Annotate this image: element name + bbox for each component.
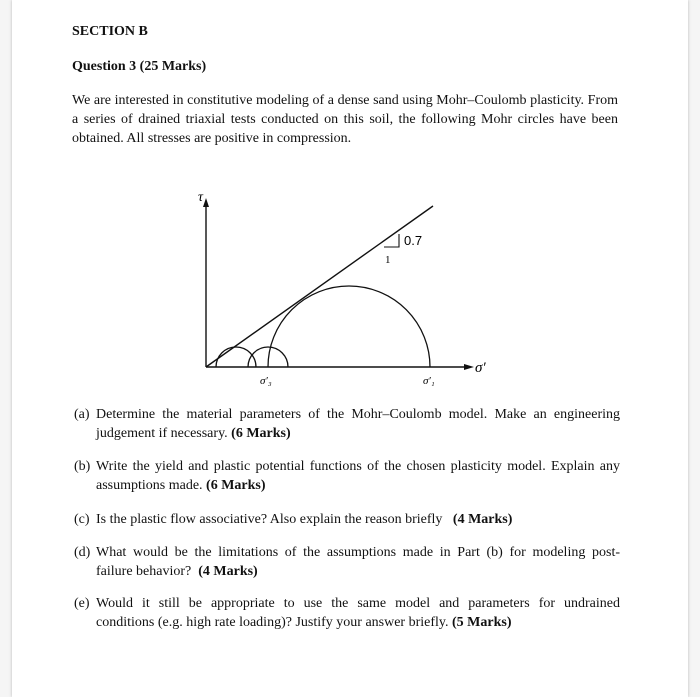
part-marks: (5 Marks) — [452, 615, 512, 630]
part-text-line1: Is the plastic flow associative? Also explain the reason briefly — [96, 512, 443, 527]
part-d — [74, 543, 620, 581]
part-text-line1: Would it still be appropriate to use the same model and parameters for undrained — [96, 596, 620, 611]
sigma1-label: σ′₁ — [423, 375, 435, 387]
question-heading: Question 3 (25 Marks) — [72, 59, 207, 74]
part-text-line2: failure behavior? — [96, 564, 192, 579]
part-text-line1: Write the yield and plastic potential functions of the chosen plasticity model. Explain any — [96, 459, 620, 474]
part-label: (d) — [74, 545, 91, 560]
part-text-line2: assumptions made. — [96, 478, 203, 493]
slope-run-label: 1 — [385, 254, 391, 266]
part-text-line2: conditions (e.g. high rate loading)? Justify your answer briefly. — [96, 615, 449, 630]
slope-rise-label: 0.7 — [404, 233, 423, 248]
section-heading: SECTION B — [72, 24, 148, 39]
part-e — [74, 594, 620, 632]
mohr-circle-diagram — [12, 0, 688, 697]
sigma-axis-arrowhead — [464, 364, 474, 370]
part-marks: (6 Marks) — [206, 478, 266, 493]
part-label: (a) — [74, 407, 90, 422]
document-page — [12, 0, 688, 697]
part-text-line1: What would be the limitations of the assumptions made in Part (b) for modeling post- — [96, 545, 620, 560]
part-c — [74, 510, 620, 529]
sigma3-label: σ′₃ — [260, 375, 272, 387]
mohr-circle-large — [268, 286, 430, 367]
question-intro: We are interested in constitutive modeling of a dense sand using Mohr–Coulomb plasticity. From a series of drained triaxial tests conducted on this soil, the following Mohr circles have been obtained. All stresses are positive in compression. — [72, 93, 618, 146]
part-label: (b) — [74, 459, 91, 474]
part-text-line2: judgement if necessary. — [96, 426, 228, 441]
sigma-label: σ′ — [475, 360, 486, 376]
part-marks: (6 Marks) — [231, 426, 291, 441]
part-marks: (4 Marks) — [198, 564, 258, 579]
failure-envelope — [206, 206, 433, 367]
tau-label: τ — [198, 190, 204, 205]
part-text-line1: Determine the material parameters of the Mohr–Coulomb model. Make an engineering — [96, 407, 620, 422]
part-marks: (4 Marks) — [452, 512, 513, 527]
part-label: (e) — [74, 596, 90, 611]
tau-axis-arrowhead — [203, 198, 209, 207]
part-a — [74, 405, 620, 443]
part-label: (c) — [74, 512, 90, 527]
part-b — [74, 457, 620, 495]
